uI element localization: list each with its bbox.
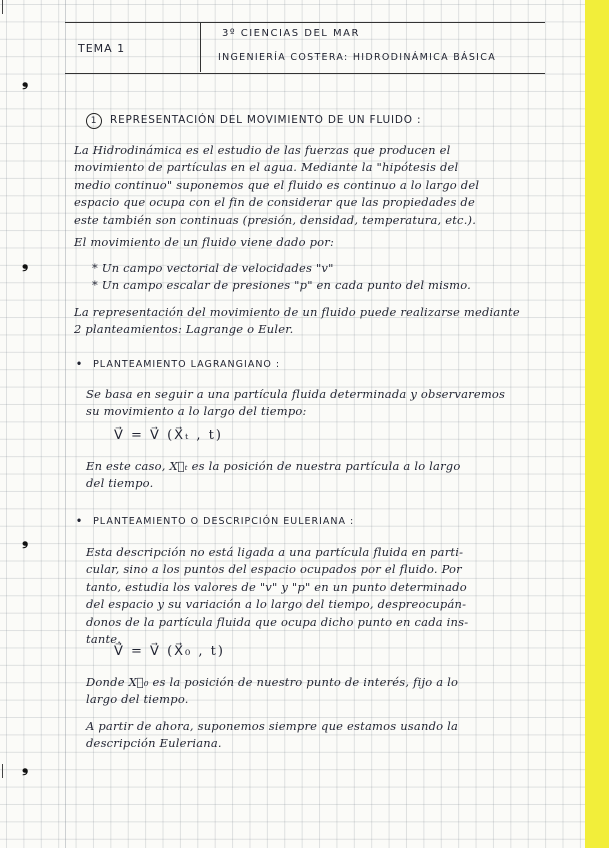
text-line: largo del tiempo. <box>86 692 189 707</box>
binder-hole-icon: ❟ <box>22 530 29 549</box>
text-line: 2 planteamientos: Lagrange o Euler. <box>74 322 294 337</box>
text-line: A partir de ahora, suponemos siempre que estamos usando la <box>86 719 459 733</box>
eulerian-paragraph <box>86 544 468 648</box>
list-item: * Un campo vectorial de velocidades "v" <box>92 261 334 275</box>
list-item: * Un campo escalar de presiones "p" en cada punto del mismo. <box>92 278 472 293</box>
text-line: del tiempo. <box>86 476 154 491</box>
fields-list <box>92 260 471 295</box>
text-line: Se basa en seguir a una partícula fluida determinada y observaremos <box>86 387 506 401</box>
topic-label: TEMA 1 <box>78 42 126 55</box>
text-line: descripción Euleriana. <box>86 736 222 751</box>
binder-hole-icon: ❟ <box>22 253 29 272</box>
text-line: Esta descripción no está ligada a una partícula fluida en parti- <box>86 545 464 559</box>
binder-hole-icon: ❟ <box>22 757 29 776</box>
text-line: movimiento de partículas en el agua. Mediante la "hipótesis del <box>74 160 459 175</box>
section-title-text: REPRESENTACIÓN DEL MOVIMIENTO DE UN FLUIDO : <box>110 114 422 126</box>
eulerian-formula: V⃗ = V⃗ (X⃗₀ , t) <box>114 644 225 659</box>
lagrangian-note <box>86 458 461 493</box>
lagrangian-heading-text: PLANTEAMIENTO LAGRANGIANO : <box>93 359 281 370</box>
section-title <box>86 113 421 129</box>
given-by-line <box>74 234 334 251</box>
eulerian-heading <box>76 516 354 527</box>
lagrangian-paragraph <box>86 386 505 421</box>
text-line: cular, sino a los puntos del espacio ocupados por el fluido. Por <box>86 562 462 577</box>
approaches-paragraph <box>74 304 520 339</box>
text-line: medio continuo" suponemos que el fluido es continuo a lo largo del <box>74 177 480 192</box>
subject-label: INGENIERÍA COSTERA: HIDRODINÁMICA BÁSICA <box>218 52 497 63</box>
text-line: La Hidrodinámica es el estudio de las fuerzas que producen el <box>74 143 451 157</box>
intro-paragraph <box>74 142 479 229</box>
course-label: 3º CIENCIAS DEL MAR <box>222 28 360 39</box>
section-number: 1 <box>86 113 102 129</box>
margin-line <box>65 0 66 848</box>
highlight-strip <box>585 0 609 848</box>
text-line: este también son continuas (presión, densidad, temperatura, etc.). <box>74 212 477 227</box>
text-line: tante. <box>86 632 122 647</box>
binder-hole-icon: ❟ <box>22 71 29 90</box>
closing-paragraph <box>86 718 458 753</box>
bullet-icon: • <box>76 516 84 527</box>
text-line: del espacio y su variación a lo largo del tiempo, despreocupán- <box>86 597 467 612</box>
scan-mark <box>2 764 3 778</box>
lagrangian-heading <box>76 359 280 370</box>
text-line: donos de la partícula fluida que ocupa dicho punto en cada ins- <box>86 614 469 629</box>
text-line: En este caso, X⃗ₜ es la posición de nuestra partícula a lo largo <box>86 459 461 473</box>
eulerian-heading-text: PLANTEAMIENTO O DESCRIPCIÓN EULERIANA : <box>93 516 355 527</box>
eulerian-note <box>86 674 458 709</box>
text-line: su movimiento a lo largo del tiempo: <box>86 404 307 419</box>
bullet-icon: • <box>76 359 84 370</box>
lagrangian-formula: V⃗ = V⃗ (X⃗ₜ , t) <box>114 428 223 443</box>
scan-mark <box>2 0 3 14</box>
text-line: espacio que ocupa con el fin de considerar que las propiedades de <box>74 195 475 210</box>
text-line: Donde X⃗₀ es la posición de nuestro punto de interés, fijo a lo <box>86 675 459 689</box>
header-divider <box>200 22 201 72</box>
text-line: tanto, estudia los valores de "v" y "p" en un punto determinado <box>86 579 467 594</box>
text-line: La representación del movimiento de un fluido puede realizarse mediante <box>74 305 520 319</box>
text-line: El movimiento de un fluido viene dado por: <box>74 235 335 249</box>
